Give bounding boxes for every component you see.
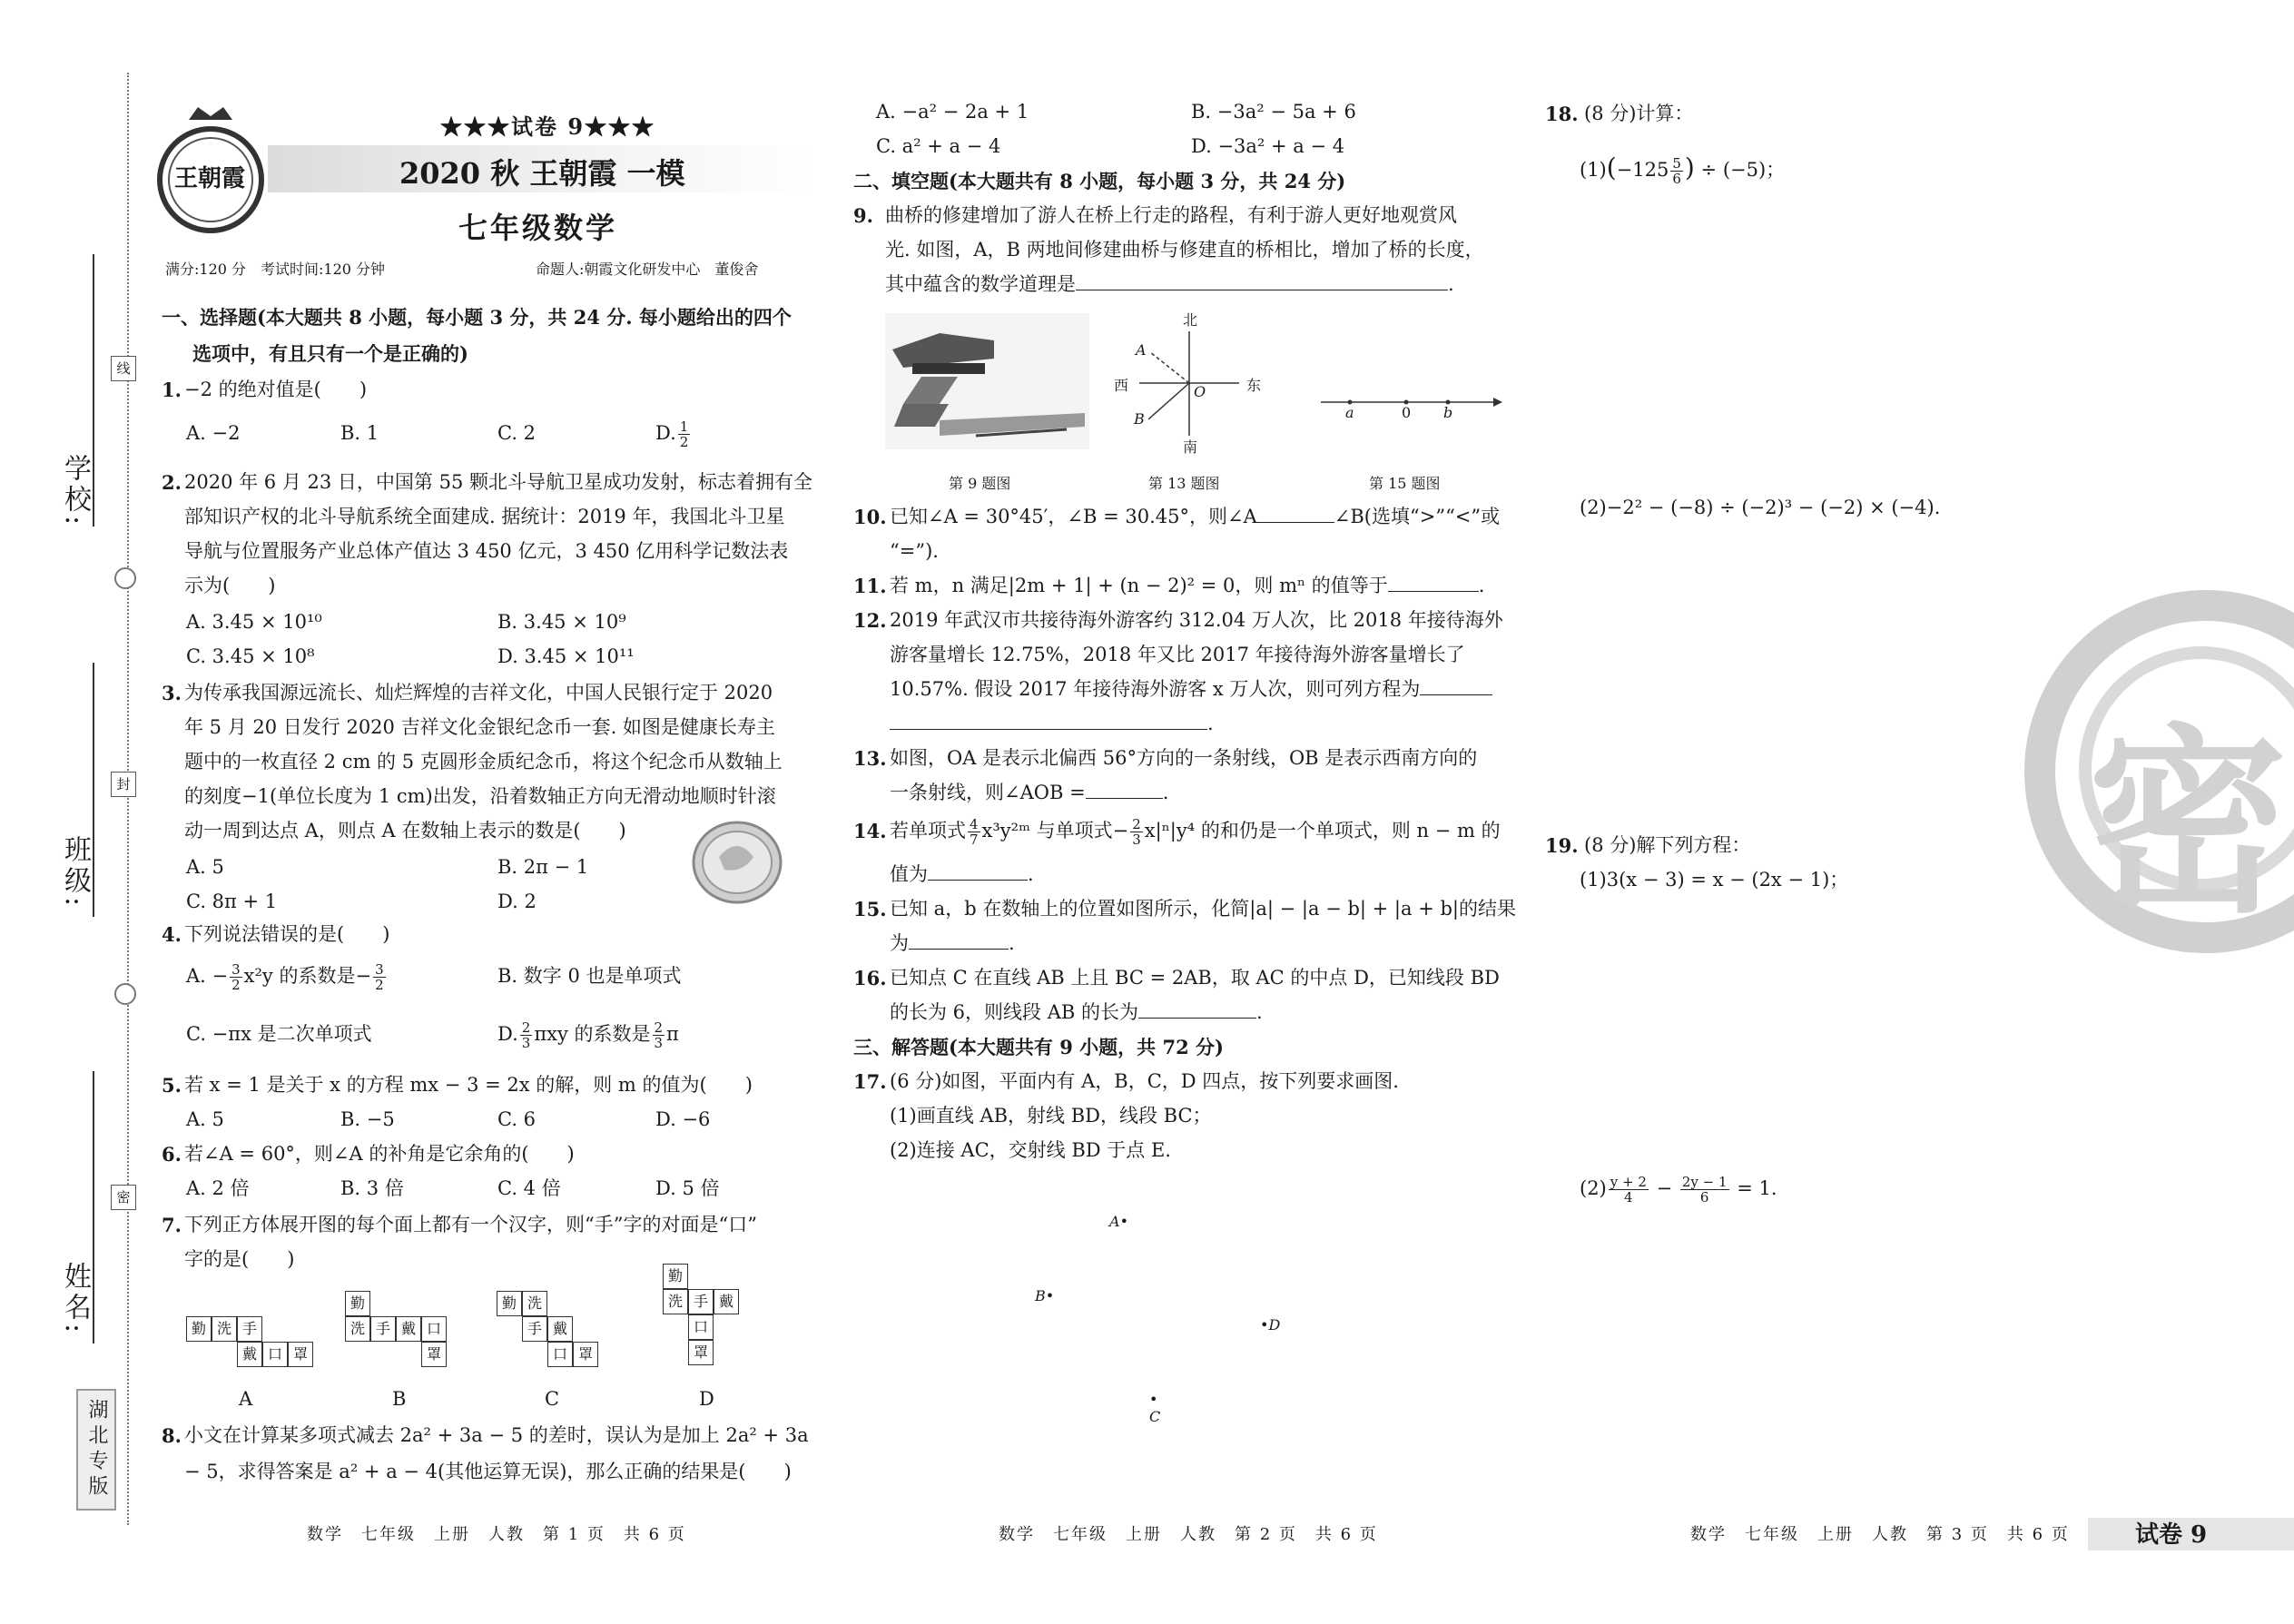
fig13-north: 北: [1183, 311, 1198, 329]
q6-option-b: B. 3 倍: [340, 1177, 404, 1199]
score-time: 满分:120 分 考试时间:120 分钟: [165, 261, 386, 278]
province-badge: 湖北专版: [76, 1389, 116, 1511]
footer-page-1: 数学 七年级 上册 人教 第 1 页 共 6 页: [307, 1525, 686, 1544]
net-d-face: 戴: [714, 1289, 739, 1314]
fig15-caption: 第 15 题图: [1369, 475, 1441, 492]
fig15-b: b: [1443, 404, 1453, 421]
q12-line-3: 10.57%. 假设 2017 年接待海外游客 x 万人次，则可列方程为: [890, 672, 1492, 708]
q17-line-1: (6 分)如图，平面内有 A，B，C，D 四点，按下列要求画图.: [890, 1070, 1399, 1092]
bridge-photo: [885, 313, 1089, 449]
q3-option-c: C. 8π + 1: [186, 891, 278, 912]
q4-text: 下列说法错误的是( ): [184, 923, 390, 945]
q17-point-b: B•: [1035, 1287, 1055, 1304]
net-c-face: 口: [547, 1342, 573, 1367]
q3-num: 3.: [162, 682, 182, 704]
section2-heading: 二、填空题(本大题共有 8 小题，每小题 3 分，共 24 分): [853, 170, 1346, 192]
q17-point-c: • C: [1149, 1391, 1161, 1425]
q18-part-2: (2)−2² − (−8) ÷ (−2)³ − (−2) × (−4).: [1580, 497, 1941, 518]
q3-option-a: A. 5: [186, 856, 224, 878]
q11-text: 若 m，n 满足|2m + 1| + (n − 2)² = 0，则 mⁿ 的值等于 .: [890, 575, 1485, 596]
q17-line-3: (2)连接 AC，交射线 BD 于点 E.: [890, 1139, 1171, 1161]
fig13-compass: [1112, 309, 1271, 458]
q3-line-5: 动一周到达点 A，则点 A 在数轴上表示的数是( ): [184, 820, 626, 842]
logo-text: 王朝霞: [174, 165, 246, 192]
q7-line-2: 字的是( ): [184, 1248, 295, 1270]
net-a-face: 戴: [237, 1342, 262, 1367]
net-a-face: 口: [262, 1342, 288, 1367]
binding-dotted-line: [127, 73, 129, 1525]
q15-line-2: 为 .: [890, 932, 1015, 954]
q12-line-4: .: [890, 706, 1214, 743]
q9-line-1: 曲桥的修建增加了游人在桥上行走的路程，有利于游人更好地观赏风: [885, 204, 1457, 226]
q2-option-d: D. 3.45 × 10¹¹: [497, 645, 635, 667]
q2-line-2: 部知识产权的北斗导航系统全面建成. 据统计：2019 年，我国北斗卫星: [184, 506, 785, 527]
q9-line-2: 光. 如图，A，B 两地间修建曲桥与修建直的桥相比，增加了桥的长度，: [885, 239, 1484, 261]
q6-num: 6.: [162, 1143, 182, 1166]
q4-num: 4.: [162, 923, 182, 946]
q2-option-a: A. 3.45 × 10¹⁰: [186, 611, 322, 633]
exam-title: 2020 秋 王朝霞 一模: [399, 156, 685, 191]
q13-num: 13.: [853, 747, 887, 770]
q11-num: 11.: [853, 575, 887, 597]
q4-option-c: C. −πx 是二次单项式: [186, 1023, 372, 1045]
q5-text: 若 x = 1 是关于 x 的方程 mx − 3 = 2x 的解，则 m 的值为( ): [184, 1074, 753, 1096]
section1-heading-2: 选项中，有且只有一个是正确的): [192, 342, 468, 365]
net-c-face: 勤: [497, 1291, 522, 1316]
coin-image: [690, 817, 790, 908]
q18-title: (8 分)计算：: [1584, 103, 1694, 124]
q19-title: (8 分)解下列方程：: [1584, 834, 1751, 856]
q3-line-1: 为传承我国源远流长、灿烂辉煌的吉祥文化，中国人民银行定于 2020: [184, 682, 773, 704]
q16-line-2: 的长为 6，则线段 AB 的长为 .: [890, 1001, 1263, 1023]
fig13-caption: 第 13 题图: [1148, 475, 1220, 492]
fig13-point-b: B: [1134, 410, 1145, 428]
author: 命题人:朝霞文化研发中心 董俊舍: [536, 261, 759, 278]
q14-num: 14.: [853, 820, 887, 842]
q5-option-b: B. −5: [340, 1108, 395, 1130]
footer-tag: 试卷 9: [2135, 1521, 2208, 1549]
name-label: 姓名:: [59, 1262, 91, 1337]
q6-option-a: A. 2 倍: [186, 1177, 250, 1199]
q2-line-1: 2020 年 6 月 23 日，中国第 55 颗北斗导航卫星成功发射，标志着拥有全: [184, 471, 812, 493]
fig15-a: a: [1345, 404, 1354, 421]
net-d-face: 洗: [663, 1289, 688, 1314]
q6-option-d: D. 5 倍: [655, 1177, 720, 1199]
mark-xian: 线: [111, 356, 136, 381]
q3-option-d: D. 2: [497, 891, 537, 912]
q18-part-1: (1)(−125 $\frac{5}{6}$ ) ÷ (−5)；: [1580, 153, 1786, 187]
q7-label-d: D: [699, 1388, 714, 1410]
q14-line-1: 若单项式 $\frac{4}{7}$ x³y²ᵐ 与单项式− $\frac{2}{3}$ x|ⁿ|y⁴ 的和仍是一个单项式，则 n − m 的: [890, 815, 1501, 848]
q5-num: 5.: [162, 1074, 182, 1097]
q13-line-2: 一条射线，则∠AOB = .: [890, 782, 1169, 803]
q2-option-b: B. 3.45 × 10⁹: [497, 611, 626, 633]
binding-ring: [114, 567, 136, 589]
net-a-face: 罩: [288, 1342, 313, 1367]
net-d-face: 口: [688, 1314, 714, 1340]
q18-num: 18.: [1545, 103, 1579, 125]
fig15-zero: 0: [1402, 404, 1412, 421]
fig13-point-a: A: [1136, 341, 1147, 359]
watermark-char: 密: [2088, 704, 2289, 940]
q4-option-b: B. 数字 0 也是单项式: [497, 965, 682, 987]
q1-option-d: D. $\frac{1}{2}$: [655, 418, 689, 450]
q7-line-1: 下列正方体展开图的每个面上都有一个汉字，则“手”字的对面是“口”: [184, 1214, 757, 1235]
net-c-face: 手: [522, 1316, 547, 1342]
q7-label-c: C: [545, 1388, 560, 1410]
q14-line-2: 值为 .: [890, 863, 1034, 885]
q3-line-3: 题中的一枚直径 2 cm 的 5 克圆形金质纪念币，将这个纪念币从数轴上: [184, 751, 783, 773]
q2-line-4: 示为( ): [184, 575, 276, 596]
net-a-face: 洗: [212, 1316, 237, 1342]
q1-text: −2 的绝对值是( ): [184, 379, 368, 400]
q3-line-4: 的刻度−1(单位长度为 1 cm)出发，沿着数轴正方向无滑动地顺时针滚: [184, 785, 776, 807]
q8-line-1: 小文在计算某多项式减去 2a² + 3a − 5 的差时，误认为是加上 2a² + 3a: [184, 1424, 809, 1446]
q4-option-a: A. − $\frac{3}{2}$ x²y 的系数是− $\frac{3}{2}$: [186, 960, 384, 993]
q1-num: 1.: [162, 379, 182, 401]
q1-option-c: C. 2: [497, 422, 537, 444]
net-d-face: 手: [688, 1289, 714, 1314]
net-b-face: 手: [370, 1316, 396, 1342]
fig13-west: 西: [1114, 377, 1129, 394]
footer-page-2: 数学 七年级 上册 人教 第 2 页 共 6 页: [999, 1525, 1378, 1544]
q5-option-a: A. 5: [186, 1108, 224, 1130]
q12-num: 12.: [853, 609, 887, 632]
q12-line-1: 2019 年武汉市共接待海外游客约 312.04 万人次，比 2018 年接待海外: [890, 609, 1503, 631]
q2-line-3: 导航与位置服务产业总体产值达 3 450 亿元，3 450 亿用科学记数法表: [184, 540, 789, 562]
q15-num: 15.: [853, 898, 887, 920]
q7-num: 7.: [162, 1214, 182, 1236]
q19-num: 19.: [1545, 834, 1579, 857]
q16-num: 16.: [853, 967, 887, 989]
q2-num: 2.: [162, 471, 182, 494]
binding-ring: [114, 983, 136, 1005]
q8-option-d: D. −3a² + a − 4: [1191, 135, 1345, 157]
footer-page-3: 数学 七年级 上册 人教 第 3 页 共 6 页: [1690, 1525, 2070, 1544]
q16-line-1: 已知点 C 在直线 AB 上且 BC = 2AB，取 AC 的中点 D，已知线段 BD: [890, 967, 1500, 989]
net-c-face: 戴: [547, 1316, 573, 1342]
fig13-east: 东: [1246, 377, 1262, 394]
q10-line-2: “=”).: [890, 540, 939, 562]
q1-option-a: A. −2: [186, 422, 241, 444]
net-b-face: 洗: [345, 1316, 370, 1342]
net-c-face: 洗: [522, 1291, 547, 1316]
mark-mi: 密: [111, 1185, 136, 1210]
paper-label: ★★★试卷 9★★★: [440, 113, 656, 140]
q12-line-2: 游客量增长 12.75%，2018 年又比 2017 年接待海外游客量增长了: [890, 644, 1465, 665]
section1-heading: 一、选择题(本大题共 8 小题，每小题 3 分，共 24 分. 每小题给出的四个: [162, 306, 792, 329]
q19-part-2: (2) $\frac{y + 2}{4}$ − $\frac{2y - 1}{6}$ = 1.: [1580, 1173, 1777, 1206]
q3-option-b: B. 2π − 1: [497, 856, 589, 878]
fig15-number-line: [1321, 386, 1502, 431]
net-b-face: 口: [421, 1316, 447, 1342]
q10-num: 10.: [853, 506, 887, 528]
q6-text: 若∠A = 60°，则∠A 的补角是它余角的( ): [184, 1143, 575, 1165]
net-a-face: 勤: [186, 1316, 212, 1342]
q17-point-d: •D: [1260, 1316, 1281, 1334]
net-d-face: 勤: [663, 1264, 688, 1289]
q15-line-1: 已知 a，b 在数轴上的位置如图所示，化简|a| − |a − b| + |a + b|的结果: [890, 898, 1516, 920]
q9-num: 9.: [853, 204, 873, 227]
q3-line-2: 年 5 月 20 日发行 2020 吉祥文化金银纪念币一套. 如图是健康长寿主: [184, 716, 775, 738]
school-blank: [93, 254, 94, 527]
name-blank: [93, 1071, 94, 1343]
q6-option-c: C. 4 倍: [497, 1177, 561, 1199]
net-b-face: 戴: [396, 1316, 421, 1342]
net-c-face: 罩: [573, 1342, 598, 1367]
q13-line-1: 如图，OA 是表示北偏西 56°方向的一条射线，OB 是表示西南方向的: [890, 747, 1478, 769]
q8-option-a: A. −a² − 2a + 1: [876, 101, 1029, 123]
q8-option-c: C. a² + a − 4: [876, 135, 1001, 157]
q8-num: 8.: [162, 1424, 182, 1447]
subject-title: 七年级数学: [458, 211, 618, 245]
q2-option-c: C. 3.45 × 10⁸: [186, 645, 315, 667]
school-label: 学校:: [59, 454, 91, 529]
q7-cube-nets: [186, 1267, 822, 1416]
fig9-caption: 第 9 题图: [949, 475, 1011, 492]
q19-part-1: (1)3(x − 3) = x − (2x − 1)；: [1580, 869, 1849, 891]
q10-line-1: 已知∠A = 30°45′，∠B = 30.45°，则∠A ∠B(选填“>”“<”或: [890, 506, 1501, 527]
fig13-south: 南: [1183, 438, 1198, 456]
class-blank: [93, 663, 94, 917]
q8-option-b: B. −3a² − 5a + 6: [1191, 101, 1356, 123]
section3-heading: 三、解答题(本大题共有 9 小题，共 72 分): [853, 1036, 1224, 1058]
q9-line-3: 其中蕴含的数学道理是 .: [885, 273, 1454, 295]
class-label: 班级:: [59, 835, 91, 910]
q8-line-2: − 5，求得答案是 a² + a − 4(其他运算无误)，那么正确的结果是( ): [184, 1461, 792, 1482]
q1-option-b: B. 1: [340, 422, 379, 444]
net-b-face: 勤: [345, 1291, 370, 1316]
q17-num: 17.: [853, 1070, 887, 1093]
net-b-face: 罩: [421, 1342, 447, 1367]
mark-feng: 封: [111, 772, 136, 797]
q5-option-c: C. 6: [497, 1108, 537, 1130]
net-d-face: 罩: [688, 1340, 714, 1365]
q17-line-2: (1)画直线 AB，射线 BD，线段 BC；: [890, 1105, 1212, 1127]
q5-option-d: D. −6: [655, 1108, 711, 1130]
q4-option-d: D. $\frac{2}{3}$ πxy 的系数是 $\frac{2}{3}$ π: [497, 1019, 679, 1051]
q7-label-a: A: [239, 1388, 253, 1410]
net-a-face: 手: [237, 1316, 262, 1342]
fig13-point-o: O: [1194, 383, 1206, 400]
q17-point-a: A•: [1109, 1213, 1128, 1230]
q7-label-b: B: [392, 1388, 407, 1410]
